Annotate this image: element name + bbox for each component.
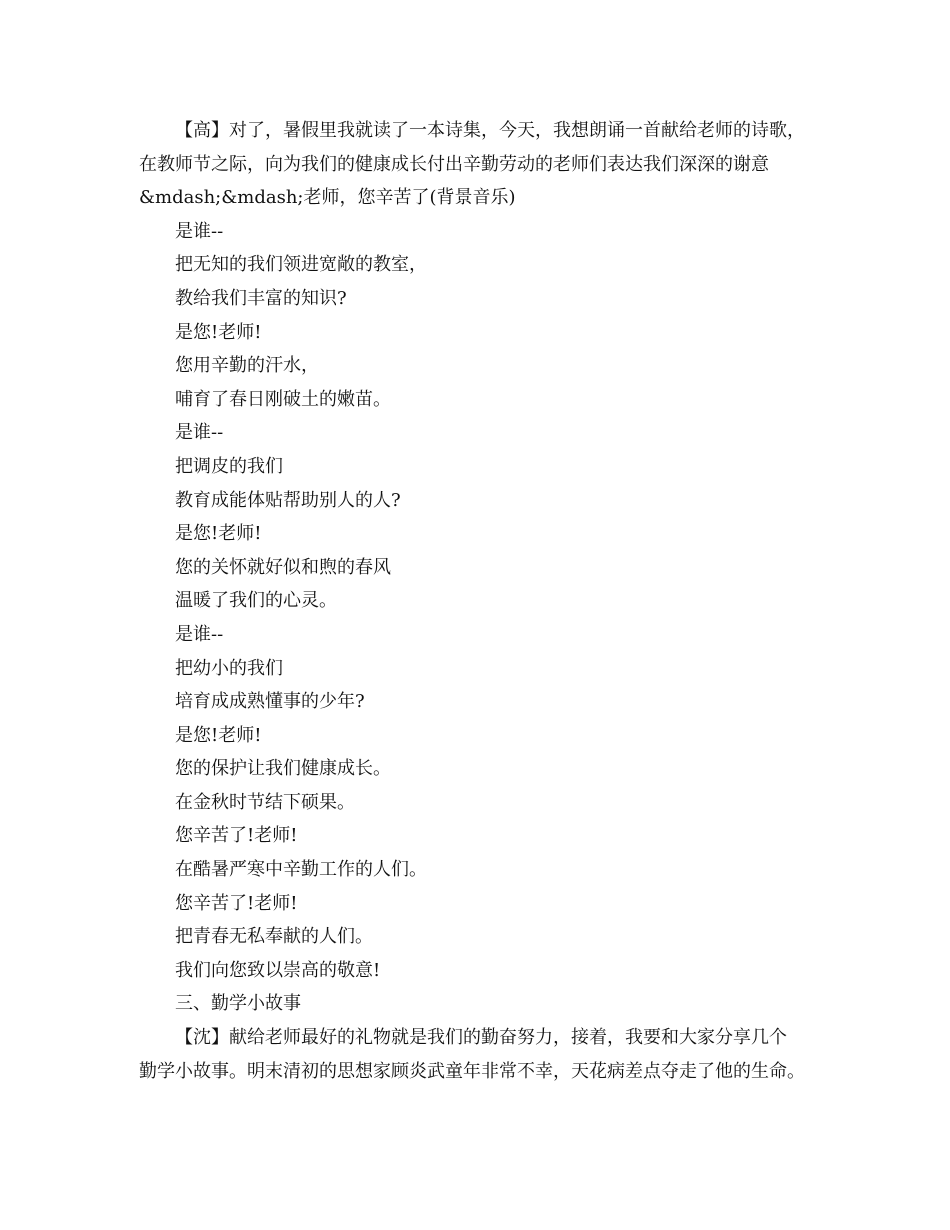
poem-line: 把调皮的我们 bbox=[175, 455, 283, 477]
paragraph-gao-line-3: &mdash;&mdash;老师，您辛苦了(背景音乐) bbox=[139, 187, 516, 209]
poem-line: 把无知的我们领进宽敞的教室， bbox=[175, 254, 427, 276]
paragraph-gao-line-1: 【高】对了，暑假里我就读了一本诗集，今天，我想朗诵一首献给老师的诗歌， bbox=[175, 120, 805, 141]
poem-line: 您的保护让我们健康成长。 bbox=[175, 758, 391, 780]
poem-line: 教给我们丰富的知识? bbox=[175, 287, 347, 309]
paragraph-shen-line-2: 勤学小故事。明末清初的思想家顾炎武童年非常不幸，天花病差点夺走了他的生命。 bbox=[139, 1060, 805, 1082]
document-body bbox=[139, 114, 839, 1088]
poem-line: 是您!老师! bbox=[175, 724, 262, 746]
poem-line: 我们向您致以崇高的敬意! bbox=[175, 959, 381, 981]
poem-line: 您的关怀就好似和煦的春风 bbox=[175, 556, 391, 578]
poem-line: 把青春无私奉献的人们。 bbox=[175, 926, 373, 948]
poem-line: 是您!老师! bbox=[175, 523, 262, 545]
poem-line: 在酷暑严寒中辛勤工作的人们。 bbox=[175, 859, 427, 881]
poem-line: 温暖了我们的心灵。 bbox=[175, 590, 337, 612]
poem-line: 教育成能体贴帮助别人的人? bbox=[175, 489, 401, 511]
paragraph-shen-line-1: 【沈】献给老师最好的礼物就是我们的勤奋努力，接着，我要和大家分享几个 bbox=[175, 1027, 787, 1049]
poem-line: 是您!老师! bbox=[175, 321, 262, 343]
poem-line: 是谁-- bbox=[175, 422, 224, 444]
poem-line: 把幼小的我们 bbox=[175, 657, 283, 679]
section-heading: 三、勤学小故事 bbox=[175, 993, 301, 1015]
poem-line: 是谁-- bbox=[175, 220, 224, 242]
poem-line: 哺育了春日刚破土的嫩苗。 bbox=[175, 388, 391, 410]
poem-line: 是谁-- bbox=[175, 623, 224, 645]
poem-line: 在金秋时节结下硕果。 bbox=[175, 791, 355, 813]
paragraph-gao-line-2: 在教师节之际，向为我们的健康成长付出辛勤劳动的老师们表达我们深深的谢意 bbox=[139, 153, 769, 175]
poem-line: 您辛苦了!老师! bbox=[175, 825, 298, 847]
poem-line: 您用辛勤的汗水， bbox=[175, 355, 319, 377]
poem-line: 培育成成熟懂事的少年? bbox=[175, 691, 365, 713]
poem-line: 您辛苦了!老师! bbox=[175, 892, 298, 914]
